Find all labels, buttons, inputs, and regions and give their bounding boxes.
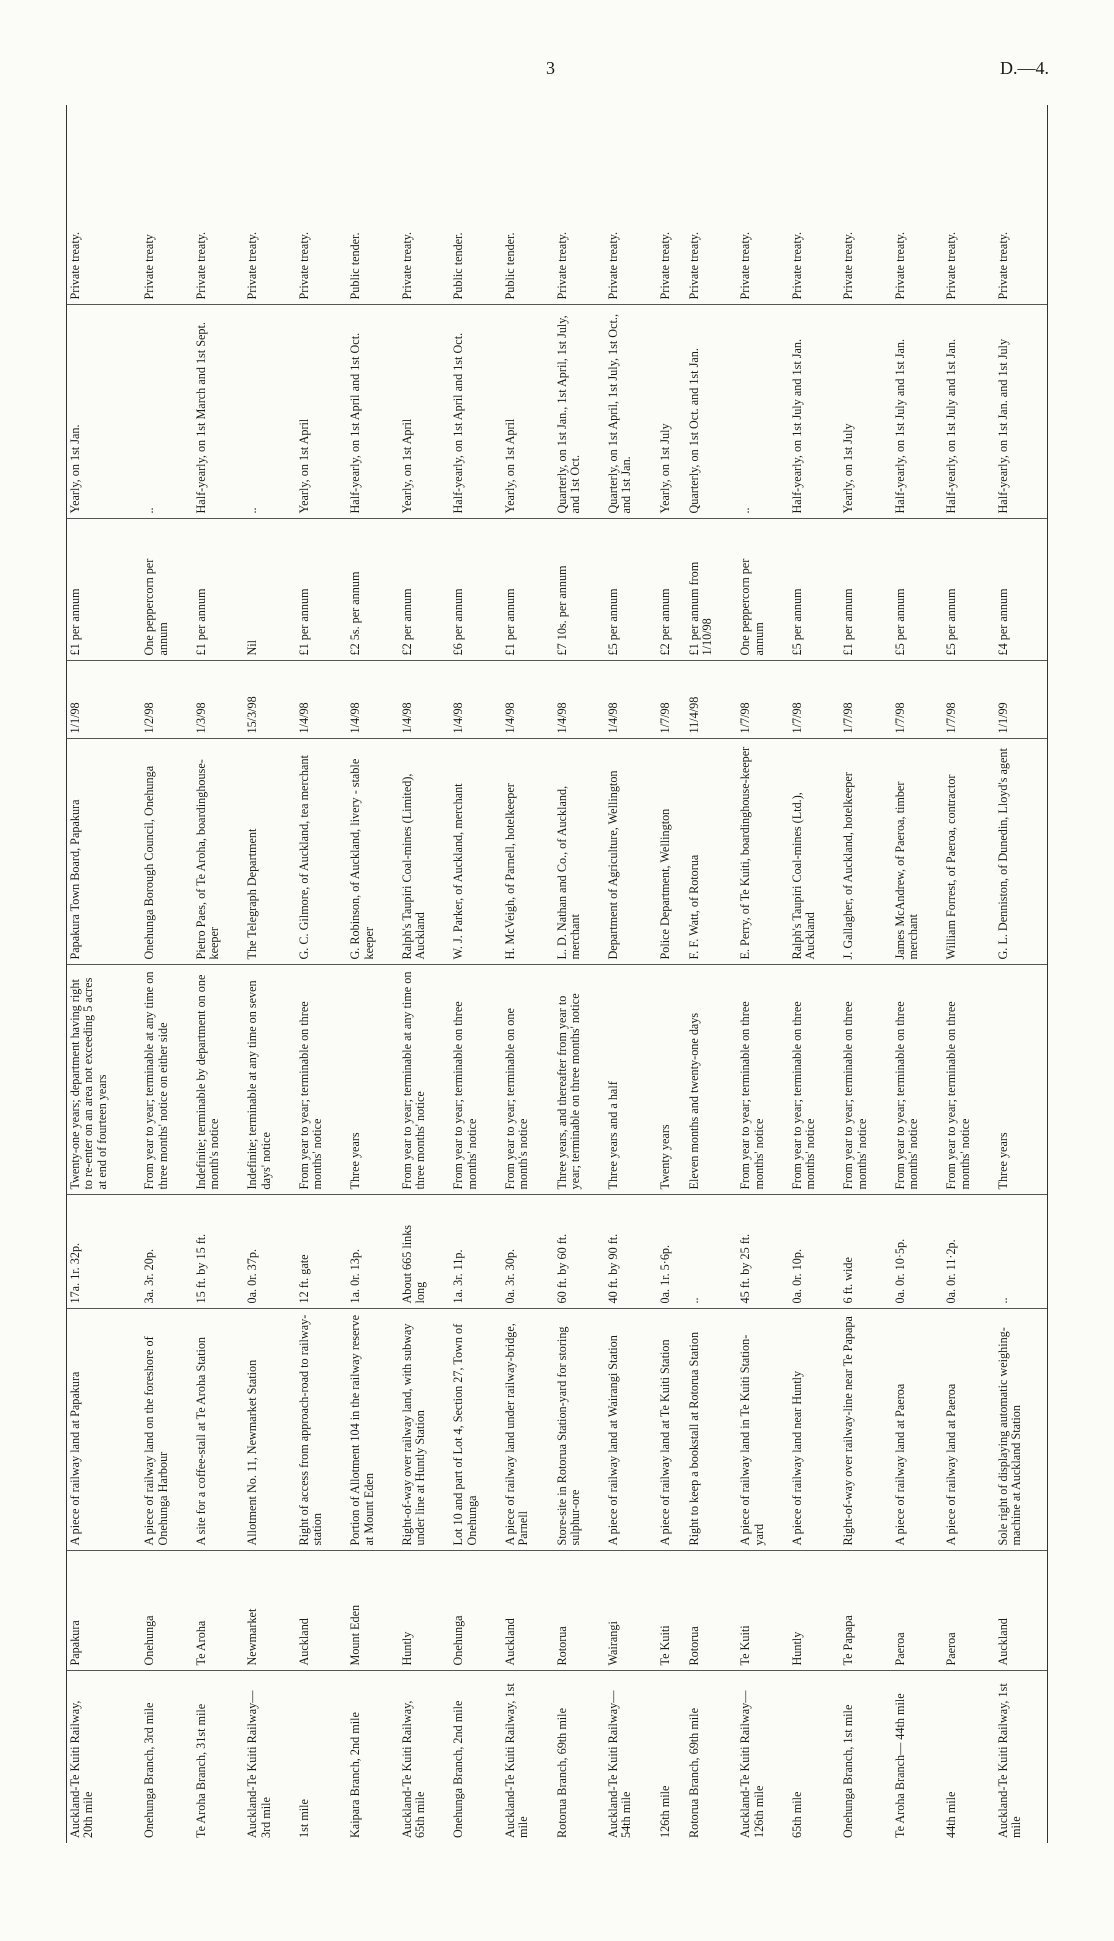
document-reference: D.—4. (1000, 58, 1049, 78)
cell-lessee: James McAndrew, of Paeroa, timber merchant (892, 739, 944, 965)
cell-line-and-mileage: Te Aroha Branch, 31st mile (193, 1703, 208, 1838)
cell-how-leased: Private treaty. (686, 105, 738, 305)
cell-payment-terms: Quarterly, on 1st Oct. and 1st Jan. (686, 305, 738, 519)
cell-lease-date: 1/7/98 (737, 661, 789, 739)
cell-area: 6 ft. wide (840, 1195, 892, 1309)
cell-line-and-mileage: 1st mile (296, 1799, 311, 1838)
table-row (554, 105, 606, 1843)
cell-lessee: L. D. Nathan and Co., of Auckland, merchant (554, 739, 606, 965)
cell-lessee: G. C. Gilmore, of Auckland, tea merchant (296, 739, 348, 965)
cell-term-of-lease: Twenty-one years; department having right to re-enter on an area not exceeding 5 acres at end of fourteen years (67, 965, 142, 1195)
cell-payment-terms: Yearly, on 1st July (840, 305, 892, 519)
cell-lessee: The Telegraph Department (244, 739, 296, 965)
cell-lease-date: 1/1/98 (67, 661, 142, 739)
cell-area: 40 ft. by 90 ft. (605, 1195, 657, 1309)
cell-rental: £1 per annum (296, 519, 348, 661)
cell-rental: One peppercorn per annum (141, 519, 193, 661)
cell-area: .. (686, 1195, 738, 1309)
cell-area: 45 ft. by 25 ft. (737, 1195, 789, 1309)
table-row (399, 105, 451, 1843)
cell-area: About 665 links long (399, 1195, 451, 1309)
cell-line-and-mileage: Onehunga Branch, 3rd mile (142, 1702, 157, 1838)
table-row (296, 105, 348, 1843)
cell-rental: £5 per annum (789, 519, 841, 661)
cell-lessee: J. Gallagher, of Auckland, hotelkeeper (840, 739, 892, 965)
cell-term-of-lease: From year to year; terminable at any time on three months' notice on either side (141, 965, 193, 1195)
cell-term-of-lease: Indefinite; terminable at any time on seven days' notice (244, 965, 296, 1195)
table-row (995, 105, 1048, 1843)
table-row (789, 105, 841, 1843)
cell-description-of-land: Store-site in Rotorua Station-yard for storing sulphur-ore (554, 1309, 606, 1551)
cell-lease-date: 1/4/98 (502, 661, 554, 739)
cell-payment-terms: Quarterly, on 1st April, 1st July, 1st Oct., and 1st Jan. (605, 305, 657, 519)
cell-how-leased: Private treaty. (605, 105, 657, 305)
cell-description-of-land: A piece of railway land at Papakura (67, 1309, 142, 1551)
cell-description-of-land: Right-of-way over railway-line near Te Papapa (840, 1309, 892, 1551)
cell-description-of-land: Right of access from approach-road to railway-station (296, 1309, 348, 1551)
cell-line-and-mileage: Auckland-Te Kuiti Railway— 126th mile (738, 1690, 766, 1838)
cell-area: 0a. 0r. 10p. (789, 1195, 841, 1309)
cell-lease-date: 1/1/99 (995, 661, 1048, 739)
cell-station: Huntly (399, 1551, 451, 1671)
cell-how-leased: Public tender. (502, 105, 554, 305)
cell-how-leased: Public tender. (347, 105, 399, 305)
cell-line-and-mileage: Rotorua Branch, 69th mile (554, 1708, 569, 1838)
cell-term-of-lease: From year to year; terminable on three months' notice (840, 965, 892, 1195)
table-row (450, 105, 502, 1843)
cell-how-leased: Private treaty. (193, 105, 245, 305)
cell-rental: £1 per annum (67, 519, 142, 661)
cell-station: Rotorua (554, 1551, 606, 1671)
cell-area: 3a. 3r. 20p. (141, 1195, 193, 1309)
cell-how-leased: Private treaty. (995, 105, 1048, 305)
cell-payment-terms: Half-yearly, on 1st Jan. and 1st July (995, 305, 1048, 519)
table-row (737, 105, 789, 1843)
cell-station: Onehunga (141, 1551, 193, 1671)
cell-payment-terms: .. (737, 305, 789, 519)
cell-description-of-land: A piece of railway land in Te Kuiti Station-yard (737, 1309, 789, 1551)
table-row (67, 105, 142, 1843)
cell-station: Auckland (995, 1551, 1048, 1671)
cell-lessee: Ralph's Taupiri Coal-mines (Limited), Auckland (399, 739, 451, 965)
cell-line-and-mileage: 44th mile (944, 1791, 959, 1838)
cell-how-leased: Public tender. (450, 105, 502, 305)
cell-area: 0a. 0r. 11·2p. (943, 1195, 995, 1309)
cell-rental: £5 per annum (892, 519, 944, 661)
cell-how-leased: Private treaty. (67, 105, 142, 305)
cell-station: Auckland (296, 1551, 348, 1671)
cell-description-of-land: Right to keep a bookstall at Rotorua Station (686, 1309, 738, 1551)
cell-description-of-land: Lot 10 and part of Lot 4, Section 27, Town of Onehunga (450, 1309, 502, 1551)
cell-lease-date: 1/4/98 (296, 661, 348, 739)
cell-lessee: W. J. Parker, of Auckland, merchant (450, 739, 502, 965)
cell-line-and-mileage: Auckland-Te Kuiti Railway— 54th mile (606, 1690, 634, 1838)
cell-lease-date: 1/7/98 (840, 661, 892, 739)
cell-line-and-mileage: Onehunga Branch, 2nd mile (451, 1700, 466, 1838)
cell-description-of-land: A piece of railway land near Huntly (789, 1309, 841, 1551)
cell-payment-terms: Half-yearly, on 1st April and 1st Oct. (450, 305, 502, 519)
cell-payment-terms: Quarterly, on 1st Jan., 1st April, 1st July, and 1st Oct. (554, 305, 606, 519)
cell-line-and-mileage: Auckland-Te Kuiti Railway, 1st mile (995, 1671, 1048, 1843)
cell-how-leased: Private treaty (141, 105, 193, 305)
cell-how-leased: Private treaty. (554, 105, 606, 305)
cell-how-leased: Private treaty. (244, 105, 296, 305)
table-row (244, 105, 296, 1843)
cell-lessee: Pietro Paes, of Te Aroha, boardinghouse-keeper (193, 739, 245, 965)
cell-line-and-mileage: Auckland-Te Kuiti Railway, 65th mile (399, 1700, 428, 1838)
cell-term-of-lease: Three years (347, 965, 399, 1195)
cell-station: Paeroa (892, 1551, 944, 1671)
cell-lease-date: 1/4/98 (605, 661, 657, 739)
lease-table (66, 105, 1048, 1843)
cell-area: 17a. 1r. 32p. (67, 1195, 142, 1309)
cell-term-of-lease: Indefinite; terminable by department on one month's notice (193, 965, 245, 1195)
cell-term-of-lease: From year to year; terminable at any time on three months' notice (399, 965, 451, 1195)
cell-payment-terms: Yearly, on 1st April (296, 305, 348, 519)
cell-line-and-mileage: Auckland-Te Kuiti Railway, 1st mile (503, 1683, 531, 1838)
cell-station: Rotorua (686, 1551, 738, 1671)
cell-term-of-lease: From year to year; terminable on three months' notice (296, 965, 348, 1195)
cell-line-and-mileage: Rotorua Branch, 69th mile (686, 1708, 701, 1838)
cell-how-leased: Private treaty. (892, 105, 944, 305)
cell-station: Newmarket (244, 1551, 296, 1671)
cell-lease-date: 1/7/98 (657, 661, 686, 739)
cell-rental: £5 per annum (605, 519, 657, 661)
cell-lessee: E. Perry, of Te Kuiti, boardinghouse-keeper (737, 739, 789, 965)
cell-station: Te Kuiti (657, 1551, 686, 1671)
cell-line-and-mileage: Auckland-Te Kuiti Railway, 20th mile (67, 1671, 142, 1843)
cell-term-of-lease: From year to year; terminable on three months' notice (789, 965, 841, 1195)
cell-station: Auckland (502, 1551, 554, 1671)
lease-table-rotated (66, 105, 1048, 1843)
cell-lessee: Onehunga Borough Council, Onehunga (141, 739, 193, 965)
cell-lease-date: 1/2/98 (141, 661, 193, 739)
cell-payment-terms: Yearly, on 1st Jan. (67, 305, 142, 519)
table-row (657, 105, 686, 1843)
cell-lessee: F. F. Watt, of Rotorua (686, 739, 738, 965)
cell-rental: £2 per annum (657, 519, 686, 661)
table-row (502, 105, 554, 1843)
cell-rental: One peppercorn per annum (737, 519, 789, 661)
cell-payment-terms: Half-yearly, on 1st July and 1st Jan. (789, 305, 841, 519)
cell-rental: £1 per annum (193, 519, 245, 661)
cell-rental: £6 per annum (450, 519, 502, 661)
cell-station: Te Kuiti (737, 1551, 789, 1671)
cell-lessee: William Forrest, of Paeroa, contractor (943, 739, 995, 965)
cell-area: 0a. 0r. 10·5p. (892, 1195, 944, 1309)
cell-lease-date: 1/4/98 (347, 661, 399, 739)
cell-line-and-mileage: Te Aroha Branch— 44th mile (892, 1693, 907, 1838)
cell-how-leased: Private treaty. (737, 105, 789, 305)
cell-lessee: H. McVeigh, of Parnell, hotelkeeper (502, 739, 554, 965)
table-row (686, 105, 738, 1843)
cell-how-leased: Private treaty. (943, 105, 995, 305)
cell-rental: £1 per annum (840, 519, 892, 661)
cell-payment-terms: Half-yearly, on 1st July and 1st Jan. (892, 305, 944, 519)
cell-rental: £2 per annum (399, 519, 451, 661)
cell-payment-terms: Half-yearly, on 1st July and 1st Jan. (943, 305, 995, 519)
cell-description-of-land: A piece of railway land under railway-bridge, Parnell (502, 1309, 554, 1551)
cell-area: 1a. 3r. 11p. (450, 1195, 502, 1309)
cell-lease-date: 1/7/98 (943, 661, 995, 739)
page-number: 3 (546, 58, 555, 78)
table-row (605, 105, 657, 1843)
cell-station: Te Aroha (193, 1551, 245, 1671)
cell-description-of-land: Right-of-way over railway land, with subway under line at Huntly Station (399, 1309, 451, 1551)
cell-lease-date: 11/4/98 (686, 661, 738, 739)
cell-lessee: G. L. Denniston, of Dunedin, Lloyd's agent (995, 739, 1048, 965)
cell-lessee: Papakura Town Board, Papakura (67, 739, 142, 965)
cell-term-of-lease: Three years (995, 965, 1048, 1195)
cell-lease-date: 1/7/98 (892, 661, 944, 739)
cell-payment-terms: Half-yearly, on 1st April and 1st Oct. (347, 305, 399, 519)
cell-line-and-mileage: Auckland-Te Kuiti Railway— 3rd mile (245, 1690, 273, 1838)
table-row (347, 105, 399, 1843)
cell-description-of-land: Portion of Allotment 104 in the railway reserve at Mount Eden (347, 1309, 399, 1551)
cell-how-leased: Private treaty. (840, 105, 892, 305)
cell-lease-date: 1/4/98 (450, 661, 502, 739)
cell-area: 12 ft. gate (296, 1195, 348, 1309)
cell-lessee: Department of Agriculture, Wellington (605, 739, 657, 965)
cell-area: 15 ft. by 15 ft. (193, 1195, 245, 1309)
cell-term-of-lease: Twenty years (657, 965, 686, 1195)
table-row (892, 105, 944, 1843)
cell-station: Huntly (789, 1551, 841, 1671)
cell-description-of-land: A piece of railway land at Te Kuiti Station (657, 1309, 686, 1551)
cell-term-of-lease: Eleven months and twenty-one days (686, 965, 738, 1195)
cell-description-of-land: Allotment No. 11, Newmarket Station (244, 1309, 296, 1551)
cell-area: 60 ft. by 60 ft. (554, 1195, 606, 1309)
cell-line-and-mileage: Onehunga Branch, 1st mile (841, 1704, 856, 1838)
lease-table-body (67, 105, 1048, 1843)
cell-rental: £4 per annum (995, 519, 1048, 661)
cell-lessee: G. Robinson, of Auckland, livery - stable keeper (347, 739, 399, 965)
cell-station: Papakura (67, 1551, 142, 1671)
cell-area: .. (995, 1195, 1048, 1309)
cell-lease-date: 1/4/98 (554, 661, 606, 739)
cell-station: Wairangi (605, 1551, 657, 1671)
cell-area: 1a. 0r. 13p. (347, 1195, 399, 1309)
cell-term-of-lease: From year to year; terminable on three months' notice (943, 965, 995, 1195)
cell-description-of-land: A piece of railway land at Wairangi Station (605, 1309, 657, 1551)
cell-how-leased: Private treaty. (657, 105, 686, 305)
cell-line-and-mileage: Kaipara Branch, 2nd mile (348, 1712, 363, 1838)
cell-rental: £5 per annum (943, 519, 995, 661)
cell-lease-date: 1/4/98 (399, 661, 451, 739)
cell-area: 0a. 1r. 5·6p. (657, 1195, 686, 1309)
cell-description-of-land: Sole right of displaying automatic weighing-machine at Auckland Station (995, 1309, 1048, 1551)
cell-rental: £1 per annum from 1/10/98 (686, 519, 738, 661)
cell-lessee: Police Department, Wellington (657, 739, 686, 965)
cell-area: 0a. 3r. 30p. (502, 1195, 554, 1309)
cell-term-of-lease: From year to year; terminable on three months' notice (450, 965, 502, 1195)
cell-lease-date: 1/7/98 (789, 661, 841, 739)
cell-station: Mount Eden (347, 1551, 399, 1671)
cell-how-leased: Private treaty. (789, 105, 841, 305)
cell-description-of-land: A piece of railway land at Paeroa (943, 1309, 995, 1551)
cell-description-of-land: A site for a coffee-stall at Te Aroha Station (193, 1309, 245, 1551)
cell-how-leased: Private treaty. (399, 105, 451, 305)
cell-how-leased: Private treaty. (296, 105, 348, 305)
table-row (193, 105, 245, 1843)
cell-station: Paeroa (943, 1551, 995, 1671)
cell-lease-date: 15/3/98 (244, 661, 296, 739)
cell-line-and-mileage: 65th mile (789, 1791, 804, 1838)
cell-rental: £1 per annum (502, 519, 554, 661)
cell-rental: £7 10s. per annum (554, 519, 606, 661)
cell-lessee: Ralph's Taupiri Coal-mines (Ltd.), Auckland (789, 739, 841, 965)
cell-description-of-land: A piece of railway land on the foreshore of Onehunga Harbour (141, 1309, 193, 1551)
cell-term-of-lease: From year to year; terminable on three months' notice (737, 965, 789, 1195)
cell-term-of-lease: Three years and a half (605, 965, 657, 1195)
cell-payment-terms: Half-yearly, on 1st March and 1st Sept. (193, 305, 245, 519)
cell-term-of-lease: From year to year; terminable on one month's notice (502, 965, 554, 1195)
cell-payment-terms: .. (141, 305, 193, 519)
cell-term-of-lease: From year to year; terminable on three months' notice (892, 965, 944, 1195)
cell-line-and-mileage: 126th mile (657, 1785, 672, 1838)
cell-rental: £2 5s. per annum (347, 519, 399, 661)
table-row (943, 105, 995, 1843)
cell-term-of-lease: Three years, and thereafter from year to year; terminable on three months' notice (554, 965, 606, 1195)
table-row (141, 105, 193, 1843)
table-row (840, 105, 892, 1843)
cell-payment-terms: .. (244, 305, 296, 519)
cell-description-of-land: A piece of railway land at Paeroa (892, 1309, 944, 1551)
cell-area: 0a. 0r. 37p. (244, 1195, 296, 1309)
cell-station: Onehunga (450, 1551, 502, 1671)
cell-rental: Nil (244, 519, 296, 661)
cell-payment-terms: Yearly, on 1st July (657, 305, 686, 519)
cell-lease-date: 1/3/98 (193, 661, 245, 739)
cell-payment-terms: Yearly, on 1st April (502, 305, 554, 519)
cell-payment-terms: Yearly, on 1st April (399, 305, 451, 519)
cell-station: Te Papapa (840, 1551, 892, 1671)
